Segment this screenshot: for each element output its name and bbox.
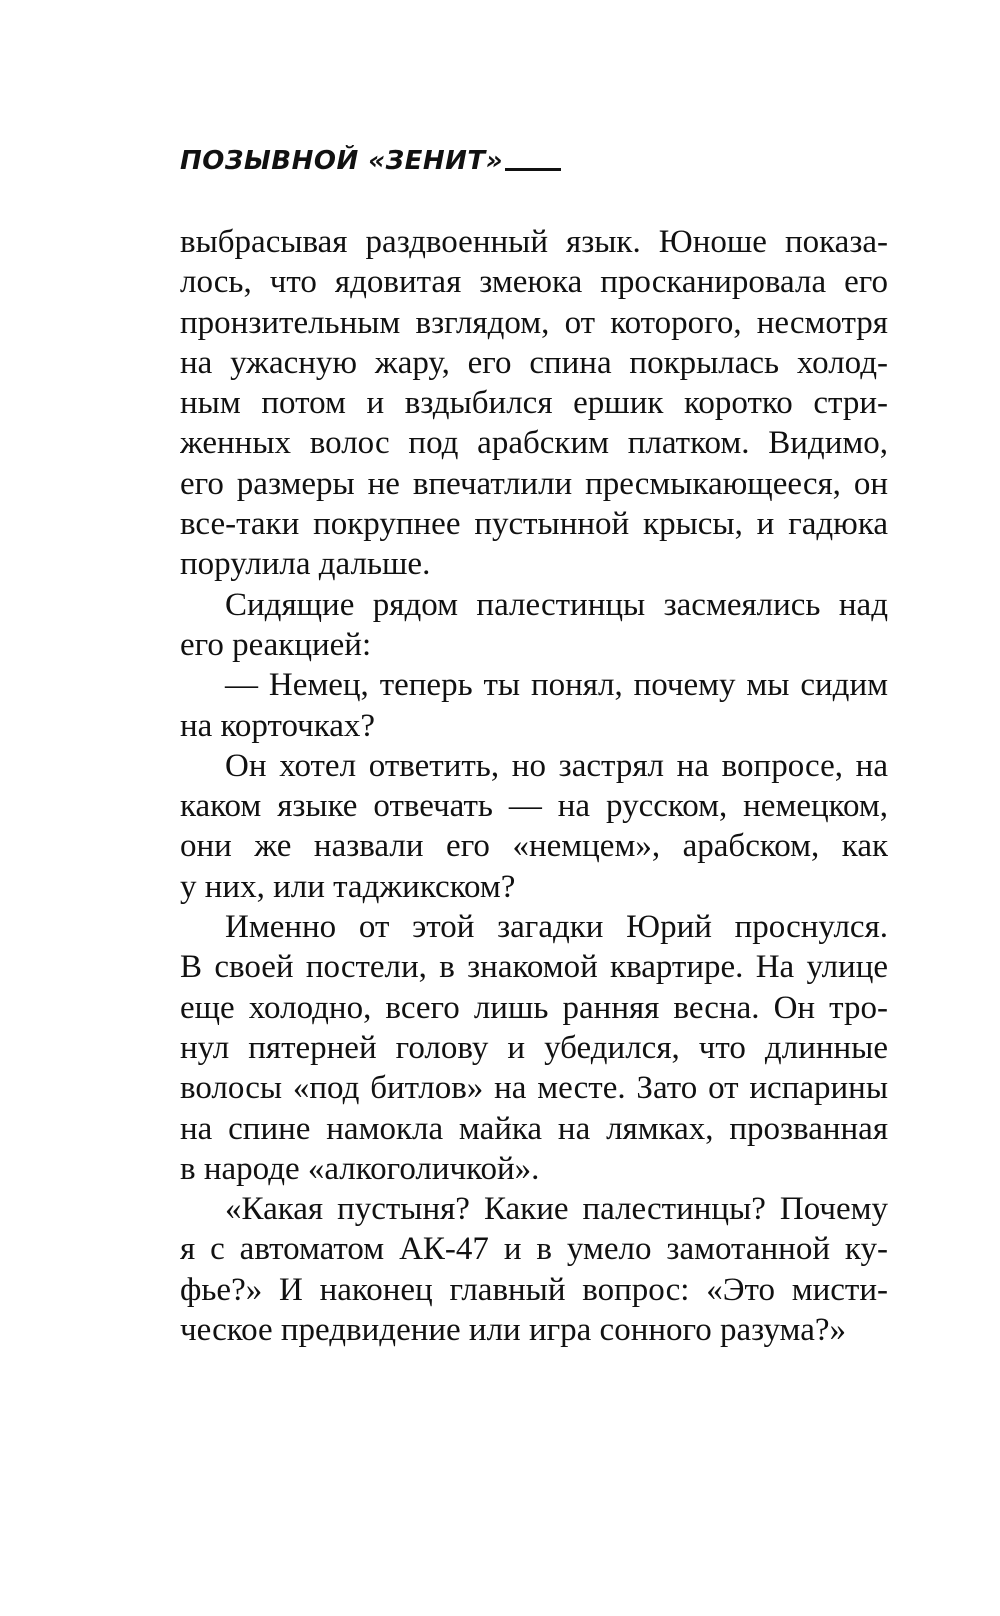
text-line: его размеры не впечатлили пресмыкающееся, он	[180, 465, 888, 502]
text-line: я с автоматом АК-47 и в умело замотанной ку-	[180, 1231, 888, 1268]
text-line: выбрасывая раздвоенный язык. Юноше показа-	[180, 224, 888, 260]
running-title: ПОЗЫВНОЙ «ЗЕНИТ»	[180, 146, 504, 176]
text-line: пронзительным взглядом, от которого, несмотря	[180, 304, 888, 341]
paragraph	[180, 1189, 888, 1350]
text-line: фье?» И наконец главный вопрос: «Это мисти-	[180, 1271, 888, 1308]
text-line: каком языке отвечать — на русском, немецком,	[180, 788, 888, 825]
body-text	[180, 222, 888, 1350]
text-line: Он хотел ответить, но застрял на вопросе, на	[225, 747, 888, 784]
text-line: Сидящие рядом палестинцы засмеялись над	[225, 586, 888, 623]
text-line: у них, или таджикском?	[180, 868, 516, 905]
running-head	[180, 148, 561, 174]
paragraph	[180, 746, 888, 907]
text-line: волосы «под битлов» на месте. Зато от испарины	[180, 1070, 888, 1107]
text-line: они же назвали его «немцем», арабском, как	[180, 828, 888, 865]
text-line: ческое предвидение или игра сонного разума?»	[180, 1312, 846, 1349]
paragraph	[180, 585, 888, 666]
text-line: на ужасную жару, его спина покрылась холод-	[180, 344, 888, 381]
paragraph	[180, 665, 888, 746]
running-head-rule	[505, 168, 561, 171]
text-line: лось, что ядовитая змеюка просканировала его	[180, 264, 888, 301]
paragraph	[180, 907, 888, 1189]
text-line: В своей постели, в знакомой квартире. На улице	[180, 949, 888, 986]
text-line: нул пятерней голову и убедился, что длинные	[180, 1029, 888, 1066]
text-line: на корточках?	[180, 707, 376, 744]
text-line: в народе «алкоголичкой».	[180, 1150, 540, 1187]
text-line: «Какая пустыня? Какие палестинцы? Почему	[225, 1191, 888, 1228]
text-line: ным потом и вздыбился ершик коротко стри-	[180, 385, 888, 422]
text-line: его реакцией:	[180, 626, 372, 663]
text-line: еще холодно, всего лишь ранняя весна. Он тро-	[180, 989, 888, 1026]
text-line: Именно от этой загадки Юрий проснулся.	[225, 909, 888, 946]
text-line: женных волос под арабским платком. Видимо,	[180, 425, 888, 462]
text-line: порулила дальше.	[180, 546, 431, 583]
paragraph	[180, 222, 888, 585]
text-line: — Немец, теперь ты понял, почему мы сидим	[225, 667, 888, 704]
text-line: все-таки покрупнее пустынной крысы, и гадюка	[180, 506, 888, 543]
text-line: на спине намокла майка на лямках, прозванная	[180, 1110, 888, 1147]
